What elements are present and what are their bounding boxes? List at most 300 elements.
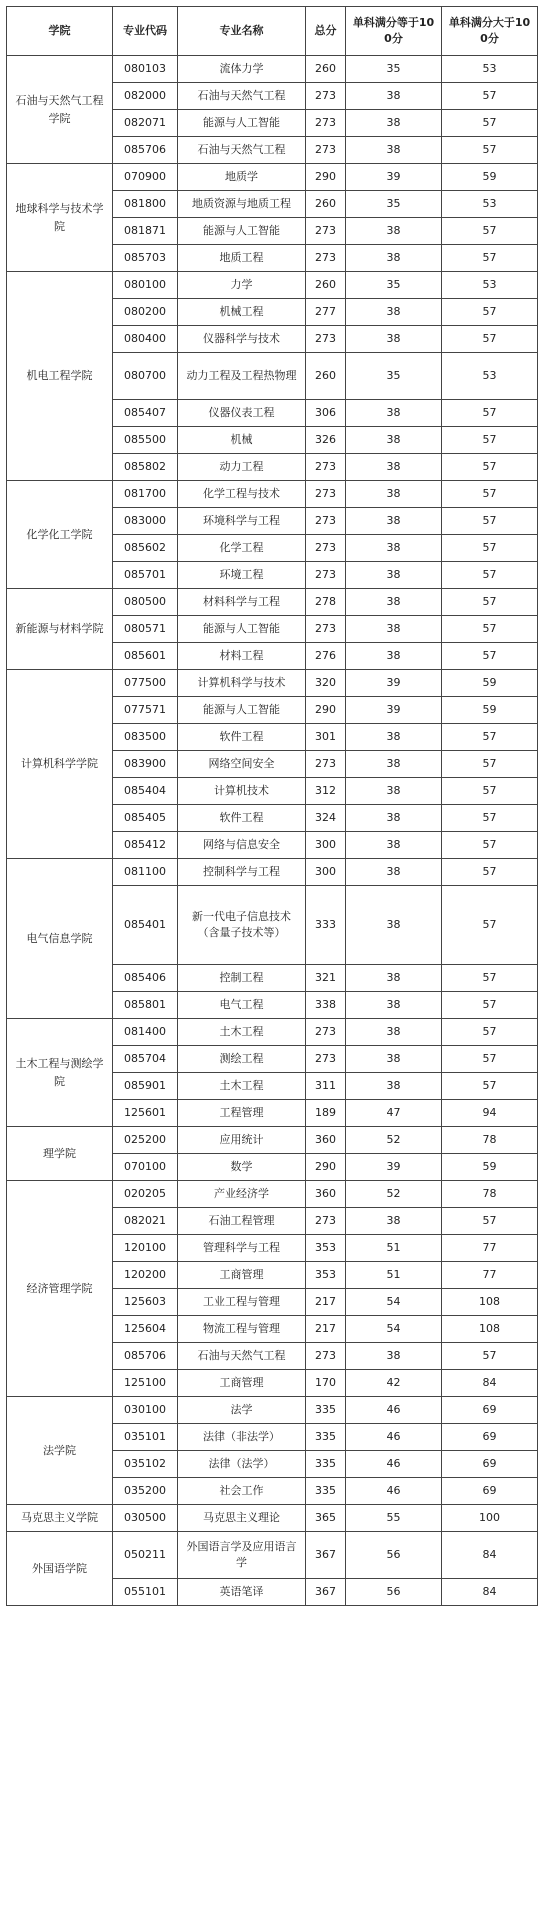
single-gt-cell: 78	[442, 1127, 538, 1154]
table-row	[7, 164, 538, 191]
single-eq-cell: 42	[346, 1370, 442, 1397]
code-cell: 080103	[113, 56, 178, 83]
total-cell: 273	[306, 562, 346, 589]
single-eq-cell: 38	[346, 245, 442, 272]
code-cell: 035200	[113, 1478, 178, 1505]
total-cell: 306	[306, 400, 346, 427]
single-eq-cell: 38	[346, 427, 442, 454]
single-gt-cell: 53	[442, 56, 538, 83]
table-row	[7, 670, 538, 697]
score-table	[6, 6, 538, 1606]
single-gt-cell: 69	[442, 1478, 538, 1505]
school-cell: 外国语学院	[7, 1532, 113, 1606]
total-cell: 170	[306, 1370, 346, 1397]
name-cell: 物流工程与管理	[178, 1316, 306, 1343]
total-cell: 365	[306, 1505, 346, 1532]
total-cell: 300	[306, 832, 346, 859]
total-cell: 273	[306, 1019, 346, 1046]
single-eq-cell: 38	[346, 832, 442, 859]
header-single-eq: 单科满分等于100分	[346, 7, 442, 56]
school-cell: 新能源与材料学院	[7, 589, 113, 670]
single-eq-cell: 38	[346, 724, 442, 751]
school-cell: 化学化工学院	[7, 481, 113, 589]
name-cell: 机械	[178, 427, 306, 454]
name-cell: 环境工程	[178, 562, 306, 589]
name-cell: 外国语言学及应用语言学	[178, 1532, 306, 1579]
single-eq-cell: 38	[346, 83, 442, 110]
name-cell: 计算机科学与技术	[178, 670, 306, 697]
name-cell: 机械工程	[178, 299, 306, 326]
single-gt-cell: 57	[442, 1019, 538, 1046]
single-gt-cell: 57	[442, 508, 538, 535]
code-cell: 085802	[113, 454, 178, 481]
total-cell: 300	[306, 859, 346, 886]
total-cell: 326	[306, 427, 346, 454]
header-single-gt: 单科满分大于100分	[442, 7, 538, 56]
name-cell: 化学工程	[178, 535, 306, 562]
single-eq-cell: 46	[346, 1451, 442, 1478]
single-eq-cell: 39	[346, 1154, 442, 1181]
total-cell: 260	[306, 191, 346, 218]
school-cell: 计算机科学学院	[7, 670, 113, 859]
single-eq-cell: 38	[346, 1073, 442, 1100]
total-cell: 367	[306, 1579, 346, 1606]
total-cell: 273	[306, 245, 346, 272]
code-cell: 082071	[113, 110, 178, 137]
total-cell: 273	[306, 218, 346, 245]
single-eq-cell: 38	[346, 481, 442, 508]
code-cell: 120100	[113, 1235, 178, 1262]
header-code: 专业代码	[113, 7, 178, 56]
code-cell: 083500	[113, 724, 178, 751]
single-gt-cell: 59	[442, 164, 538, 191]
code-cell: 070100	[113, 1154, 178, 1181]
name-cell: 软件工程	[178, 805, 306, 832]
single-gt-cell: 57	[442, 1208, 538, 1235]
single-gt-cell: 57	[442, 299, 538, 326]
single-gt-cell: 53	[442, 272, 538, 299]
total-cell: 273	[306, 535, 346, 562]
code-cell: 025200	[113, 1127, 178, 1154]
single-eq-cell: 56	[346, 1532, 442, 1579]
header-school: 学院	[7, 7, 113, 56]
name-cell: 环境科学与工程	[178, 508, 306, 535]
code-cell: 085500	[113, 427, 178, 454]
total-cell: 273	[306, 326, 346, 353]
code-cell: 081400	[113, 1019, 178, 1046]
name-cell: 工商管理	[178, 1370, 306, 1397]
single-gt-cell: 84	[442, 1532, 538, 1579]
code-cell: 125601	[113, 1100, 178, 1127]
total-cell: 290	[306, 697, 346, 724]
total-cell: 273	[306, 1046, 346, 1073]
single-gt-cell: 57	[442, 83, 538, 110]
total-cell: 353	[306, 1235, 346, 1262]
table-row	[7, 1532, 538, 1579]
total-cell: 333	[306, 886, 346, 965]
total-cell: 360	[306, 1181, 346, 1208]
single-eq-cell: 38	[346, 886, 442, 965]
single-eq-cell: 38	[346, 751, 442, 778]
total-cell: 290	[306, 164, 346, 191]
single-gt-cell: 53	[442, 353, 538, 400]
code-cell: 085407	[113, 400, 178, 427]
total-cell: 353	[306, 1262, 346, 1289]
code-cell: 085704	[113, 1046, 178, 1073]
single-gt-cell: 57	[442, 965, 538, 992]
code-cell: 030500	[113, 1505, 178, 1532]
single-gt-cell: 57	[442, 481, 538, 508]
code-cell: 085412	[113, 832, 178, 859]
name-cell: 网络空间安全	[178, 751, 306, 778]
single-eq-cell: 51	[346, 1262, 442, 1289]
total-cell: 260	[306, 56, 346, 83]
single-gt-cell: 57	[442, 218, 538, 245]
code-cell: 077500	[113, 670, 178, 697]
name-cell: 产业经济学	[178, 1181, 306, 1208]
single-eq-cell: 54	[346, 1289, 442, 1316]
total-cell: 217	[306, 1316, 346, 1343]
single-eq-cell: 55	[346, 1505, 442, 1532]
single-eq-cell: 38	[346, 299, 442, 326]
single-eq-cell: 52	[346, 1127, 442, 1154]
total-cell: 260	[306, 272, 346, 299]
name-cell: 社会工作	[178, 1478, 306, 1505]
code-cell: 083000	[113, 508, 178, 535]
code-cell: 055101	[113, 1579, 178, 1606]
header-total: 总分	[306, 7, 346, 56]
single-gt-cell: 57	[442, 535, 538, 562]
single-eq-cell: 38	[346, 616, 442, 643]
name-cell: 测绘工程	[178, 1046, 306, 1073]
code-cell: 085405	[113, 805, 178, 832]
single-gt-cell: 57	[442, 805, 538, 832]
single-eq-cell: 38	[346, 400, 442, 427]
single-gt-cell: 57	[442, 643, 538, 670]
table-row	[7, 1505, 538, 1532]
table-row	[7, 481, 538, 508]
single-gt-cell: 57	[442, 778, 538, 805]
code-cell: 030100	[113, 1397, 178, 1424]
total-cell: 360	[306, 1127, 346, 1154]
total-cell: 273	[306, 1208, 346, 1235]
single-eq-cell: 38	[346, 1019, 442, 1046]
single-eq-cell: 38	[346, 589, 442, 616]
name-cell: 能源与人工智能	[178, 616, 306, 643]
single-gt-cell: 100	[442, 1505, 538, 1532]
total-cell: 311	[306, 1073, 346, 1100]
code-cell: 085901	[113, 1073, 178, 1100]
name-cell: 新一代电子信息技术（含量子技术等）	[178, 886, 306, 965]
total-cell: 320	[306, 670, 346, 697]
table-row	[7, 56, 538, 83]
name-cell: 工程管理	[178, 1100, 306, 1127]
single-eq-cell: 38	[346, 805, 442, 832]
code-cell: 085706	[113, 137, 178, 164]
single-gt-cell: 108	[442, 1289, 538, 1316]
table-row	[7, 272, 538, 299]
single-eq-cell: 39	[346, 697, 442, 724]
total-cell: 312	[306, 778, 346, 805]
name-cell: 地质资源与地质工程	[178, 191, 306, 218]
single-eq-cell: 38	[346, 1046, 442, 1073]
total-cell: 273	[306, 454, 346, 481]
single-eq-cell: 51	[346, 1235, 442, 1262]
name-cell: 英语笔译	[178, 1579, 306, 1606]
name-cell: 工业工程与管理	[178, 1289, 306, 1316]
name-cell: 软件工程	[178, 724, 306, 751]
single-eq-cell: 38	[346, 965, 442, 992]
table-row	[7, 1397, 538, 1424]
name-cell: 法学	[178, 1397, 306, 1424]
code-cell: 085801	[113, 992, 178, 1019]
single-eq-cell: 47	[346, 1100, 442, 1127]
code-cell: 085406	[113, 965, 178, 992]
total-cell: 217	[306, 1289, 346, 1316]
code-cell: 050211	[113, 1532, 178, 1579]
single-gt-cell: 57	[442, 562, 538, 589]
code-cell: 077571	[113, 697, 178, 724]
name-cell: 土木工程	[178, 1073, 306, 1100]
single-gt-cell: 69	[442, 1451, 538, 1478]
code-cell: 080571	[113, 616, 178, 643]
name-cell: 计算机技术	[178, 778, 306, 805]
single-gt-cell: 84	[442, 1579, 538, 1606]
single-gt-cell: 59	[442, 1154, 538, 1181]
single-eq-cell: 52	[346, 1181, 442, 1208]
single-gt-cell: 57	[442, 110, 538, 137]
code-cell: 020205	[113, 1181, 178, 1208]
name-cell: 仪器科学与技术	[178, 326, 306, 353]
name-cell: 能源与人工智能	[178, 697, 306, 724]
single-gt-cell: 57	[442, 992, 538, 1019]
single-gt-cell: 57	[442, 245, 538, 272]
total-cell: 273	[306, 1343, 346, 1370]
code-cell: 080400	[113, 326, 178, 353]
total-cell: 324	[306, 805, 346, 832]
single-gt-cell: 57	[442, 724, 538, 751]
name-cell: 网络与信息安全	[178, 832, 306, 859]
name-cell: 马克思主义理论	[178, 1505, 306, 1532]
single-eq-cell: 38	[346, 643, 442, 670]
single-eq-cell: 38	[346, 326, 442, 353]
name-cell: 数学	[178, 1154, 306, 1181]
total-cell: 335	[306, 1478, 346, 1505]
single-eq-cell: 38	[346, 778, 442, 805]
total-cell: 273	[306, 751, 346, 778]
single-eq-cell: 38	[346, 218, 442, 245]
code-cell: 070900	[113, 164, 178, 191]
single-eq-cell: 38	[346, 562, 442, 589]
table-row	[7, 859, 538, 886]
total-cell: 335	[306, 1424, 346, 1451]
code-cell: 035101	[113, 1424, 178, 1451]
single-gt-cell: 69	[442, 1397, 538, 1424]
total-cell: 277	[306, 299, 346, 326]
single-eq-cell: 46	[346, 1397, 442, 1424]
name-cell: 地质工程	[178, 245, 306, 272]
name-cell: 石油与天然气工程	[178, 1343, 306, 1370]
name-cell: 控制科学与工程	[178, 859, 306, 886]
single-eq-cell: 54	[346, 1316, 442, 1343]
code-cell: 080500	[113, 589, 178, 616]
code-cell: 080100	[113, 272, 178, 299]
name-cell: 动力工程	[178, 454, 306, 481]
total-cell: 290	[306, 1154, 346, 1181]
total-cell: 273	[306, 616, 346, 643]
table-row	[7, 589, 538, 616]
name-cell: 工商管理	[178, 1262, 306, 1289]
header-name: 专业名称	[178, 7, 306, 56]
table-row	[7, 1181, 538, 1208]
total-cell: 189	[306, 1100, 346, 1127]
name-cell: 地质学	[178, 164, 306, 191]
total-cell: 338	[306, 992, 346, 1019]
single-gt-cell: 59	[442, 670, 538, 697]
single-eq-cell: 46	[346, 1478, 442, 1505]
code-cell: 125100	[113, 1370, 178, 1397]
school-cell: 地球科学与技术学院	[7, 164, 113, 272]
single-eq-cell: 38	[346, 1343, 442, 1370]
name-cell: 管理科学与工程	[178, 1235, 306, 1262]
single-eq-cell: 56	[346, 1579, 442, 1606]
single-eq-cell: 35	[346, 191, 442, 218]
single-eq-cell: 46	[346, 1424, 442, 1451]
total-cell: 273	[306, 137, 346, 164]
single-gt-cell: 77	[442, 1235, 538, 1262]
single-eq-cell: 38	[346, 508, 442, 535]
code-cell: 081700	[113, 481, 178, 508]
single-gt-cell: 57	[442, 859, 538, 886]
single-eq-cell: 35	[346, 56, 442, 83]
single-eq-cell: 38	[346, 992, 442, 1019]
code-cell: 035102	[113, 1451, 178, 1478]
total-cell: 367	[306, 1532, 346, 1579]
name-cell: 土木工程	[178, 1019, 306, 1046]
code-cell: 082021	[113, 1208, 178, 1235]
single-gt-cell: 57	[442, 886, 538, 965]
code-cell: 085706	[113, 1343, 178, 1370]
total-cell: 276	[306, 643, 346, 670]
code-cell: 085601	[113, 643, 178, 670]
single-eq-cell: 39	[346, 670, 442, 697]
code-cell: 080200	[113, 299, 178, 326]
school-cell: 法学院	[7, 1397, 113, 1505]
single-gt-cell: 69	[442, 1424, 538, 1451]
single-eq-cell: 38	[346, 110, 442, 137]
name-cell: 能源与人工智能	[178, 218, 306, 245]
total-cell: 273	[306, 481, 346, 508]
single-gt-cell: 108	[442, 1316, 538, 1343]
school-cell: 石油与天然气工程学院	[7, 56, 113, 164]
total-cell: 273	[306, 508, 346, 535]
code-cell: 082000	[113, 83, 178, 110]
single-eq-cell: 38	[346, 137, 442, 164]
single-gt-cell: 57	[442, 1046, 538, 1073]
name-cell: 化学工程与技术	[178, 481, 306, 508]
name-cell: 石油工程管理	[178, 1208, 306, 1235]
single-gt-cell: 59	[442, 697, 538, 724]
table-row	[7, 1127, 538, 1154]
total-cell: 335	[306, 1451, 346, 1478]
school-cell: 理学院	[7, 1127, 113, 1181]
total-cell: 301	[306, 724, 346, 751]
code-cell: 085701	[113, 562, 178, 589]
single-gt-cell: 57	[442, 454, 538, 481]
code-cell: 085703	[113, 245, 178, 272]
name-cell: 仪器仪表工程	[178, 400, 306, 427]
single-eq-cell: 35	[346, 272, 442, 299]
total-cell: 321	[306, 965, 346, 992]
school-cell: 土木工程与测绘学院	[7, 1019, 113, 1127]
name-cell: 流体力学	[178, 56, 306, 83]
single-gt-cell: 57	[442, 751, 538, 778]
single-eq-cell: 38	[346, 535, 442, 562]
single-gt-cell: 57	[442, 400, 538, 427]
name-cell: 材料工程	[178, 643, 306, 670]
name-cell: 法律（非法学）	[178, 1424, 306, 1451]
header-row	[7, 7, 538, 56]
single-gt-cell: 57	[442, 589, 538, 616]
total-cell: 273	[306, 110, 346, 137]
name-cell: 力学	[178, 272, 306, 299]
single-gt-cell: 57	[442, 1073, 538, 1100]
code-cell: 083900	[113, 751, 178, 778]
name-cell: 动力工程及工程热物理	[178, 353, 306, 400]
single-gt-cell: 57	[442, 137, 538, 164]
single-eq-cell: 38	[346, 454, 442, 481]
single-gt-cell: 57	[442, 326, 538, 353]
single-gt-cell: 94	[442, 1100, 538, 1127]
single-gt-cell: 57	[442, 832, 538, 859]
name-cell: 电气工程	[178, 992, 306, 1019]
code-cell: 081871	[113, 218, 178, 245]
total-cell: 260	[306, 353, 346, 400]
single-gt-cell: 57	[442, 1343, 538, 1370]
single-gt-cell: 53	[442, 191, 538, 218]
single-gt-cell: 78	[442, 1181, 538, 1208]
single-eq-cell: 35	[346, 353, 442, 400]
table-row	[7, 1019, 538, 1046]
name-cell: 能源与人工智能	[178, 110, 306, 137]
school-cell: 经济管理学院	[7, 1181, 113, 1397]
code-cell: 125603	[113, 1289, 178, 1316]
school-cell: 机电工程学院	[7, 272, 113, 481]
name-cell: 石油与天然气工程	[178, 137, 306, 164]
single-gt-cell: 57	[442, 616, 538, 643]
name-cell: 控制工程	[178, 965, 306, 992]
code-cell: 085401	[113, 886, 178, 965]
name-cell: 应用统计	[178, 1127, 306, 1154]
name-cell: 石油与天然气工程	[178, 83, 306, 110]
code-cell: 120200	[113, 1262, 178, 1289]
name-cell: 法律（法学）	[178, 1451, 306, 1478]
total-cell: 278	[306, 589, 346, 616]
name-cell: 材料科学与工程	[178, 589, 306, 616]
code-cell: 085404	[113, 778, 178, 805]
single-eq-cell: 38	[346, 1208, 442, 1235]
code-cell: 085602	[113, 535, 178, 562]
total-cell: 273	[306, 83, 346, 110]
total-cell: 335	[306, 1397, 346, 1424]
single-eq-cell: 39	[346, 164, 442, 191]
school-cell: 电气信息学院	[7, 859, 113, 1019]
single-gt-cell: 84	[442, 1370, 538, 1397]
code-cell: 081800	[113, 191, 178, 218]
code-cell: 080700	[113, 353, 178, 400]
single-gt-cell: 57	[442, 427, 538, 454]
school-cell: 马克思主义学院	[7, 1505, 113, 1532]
